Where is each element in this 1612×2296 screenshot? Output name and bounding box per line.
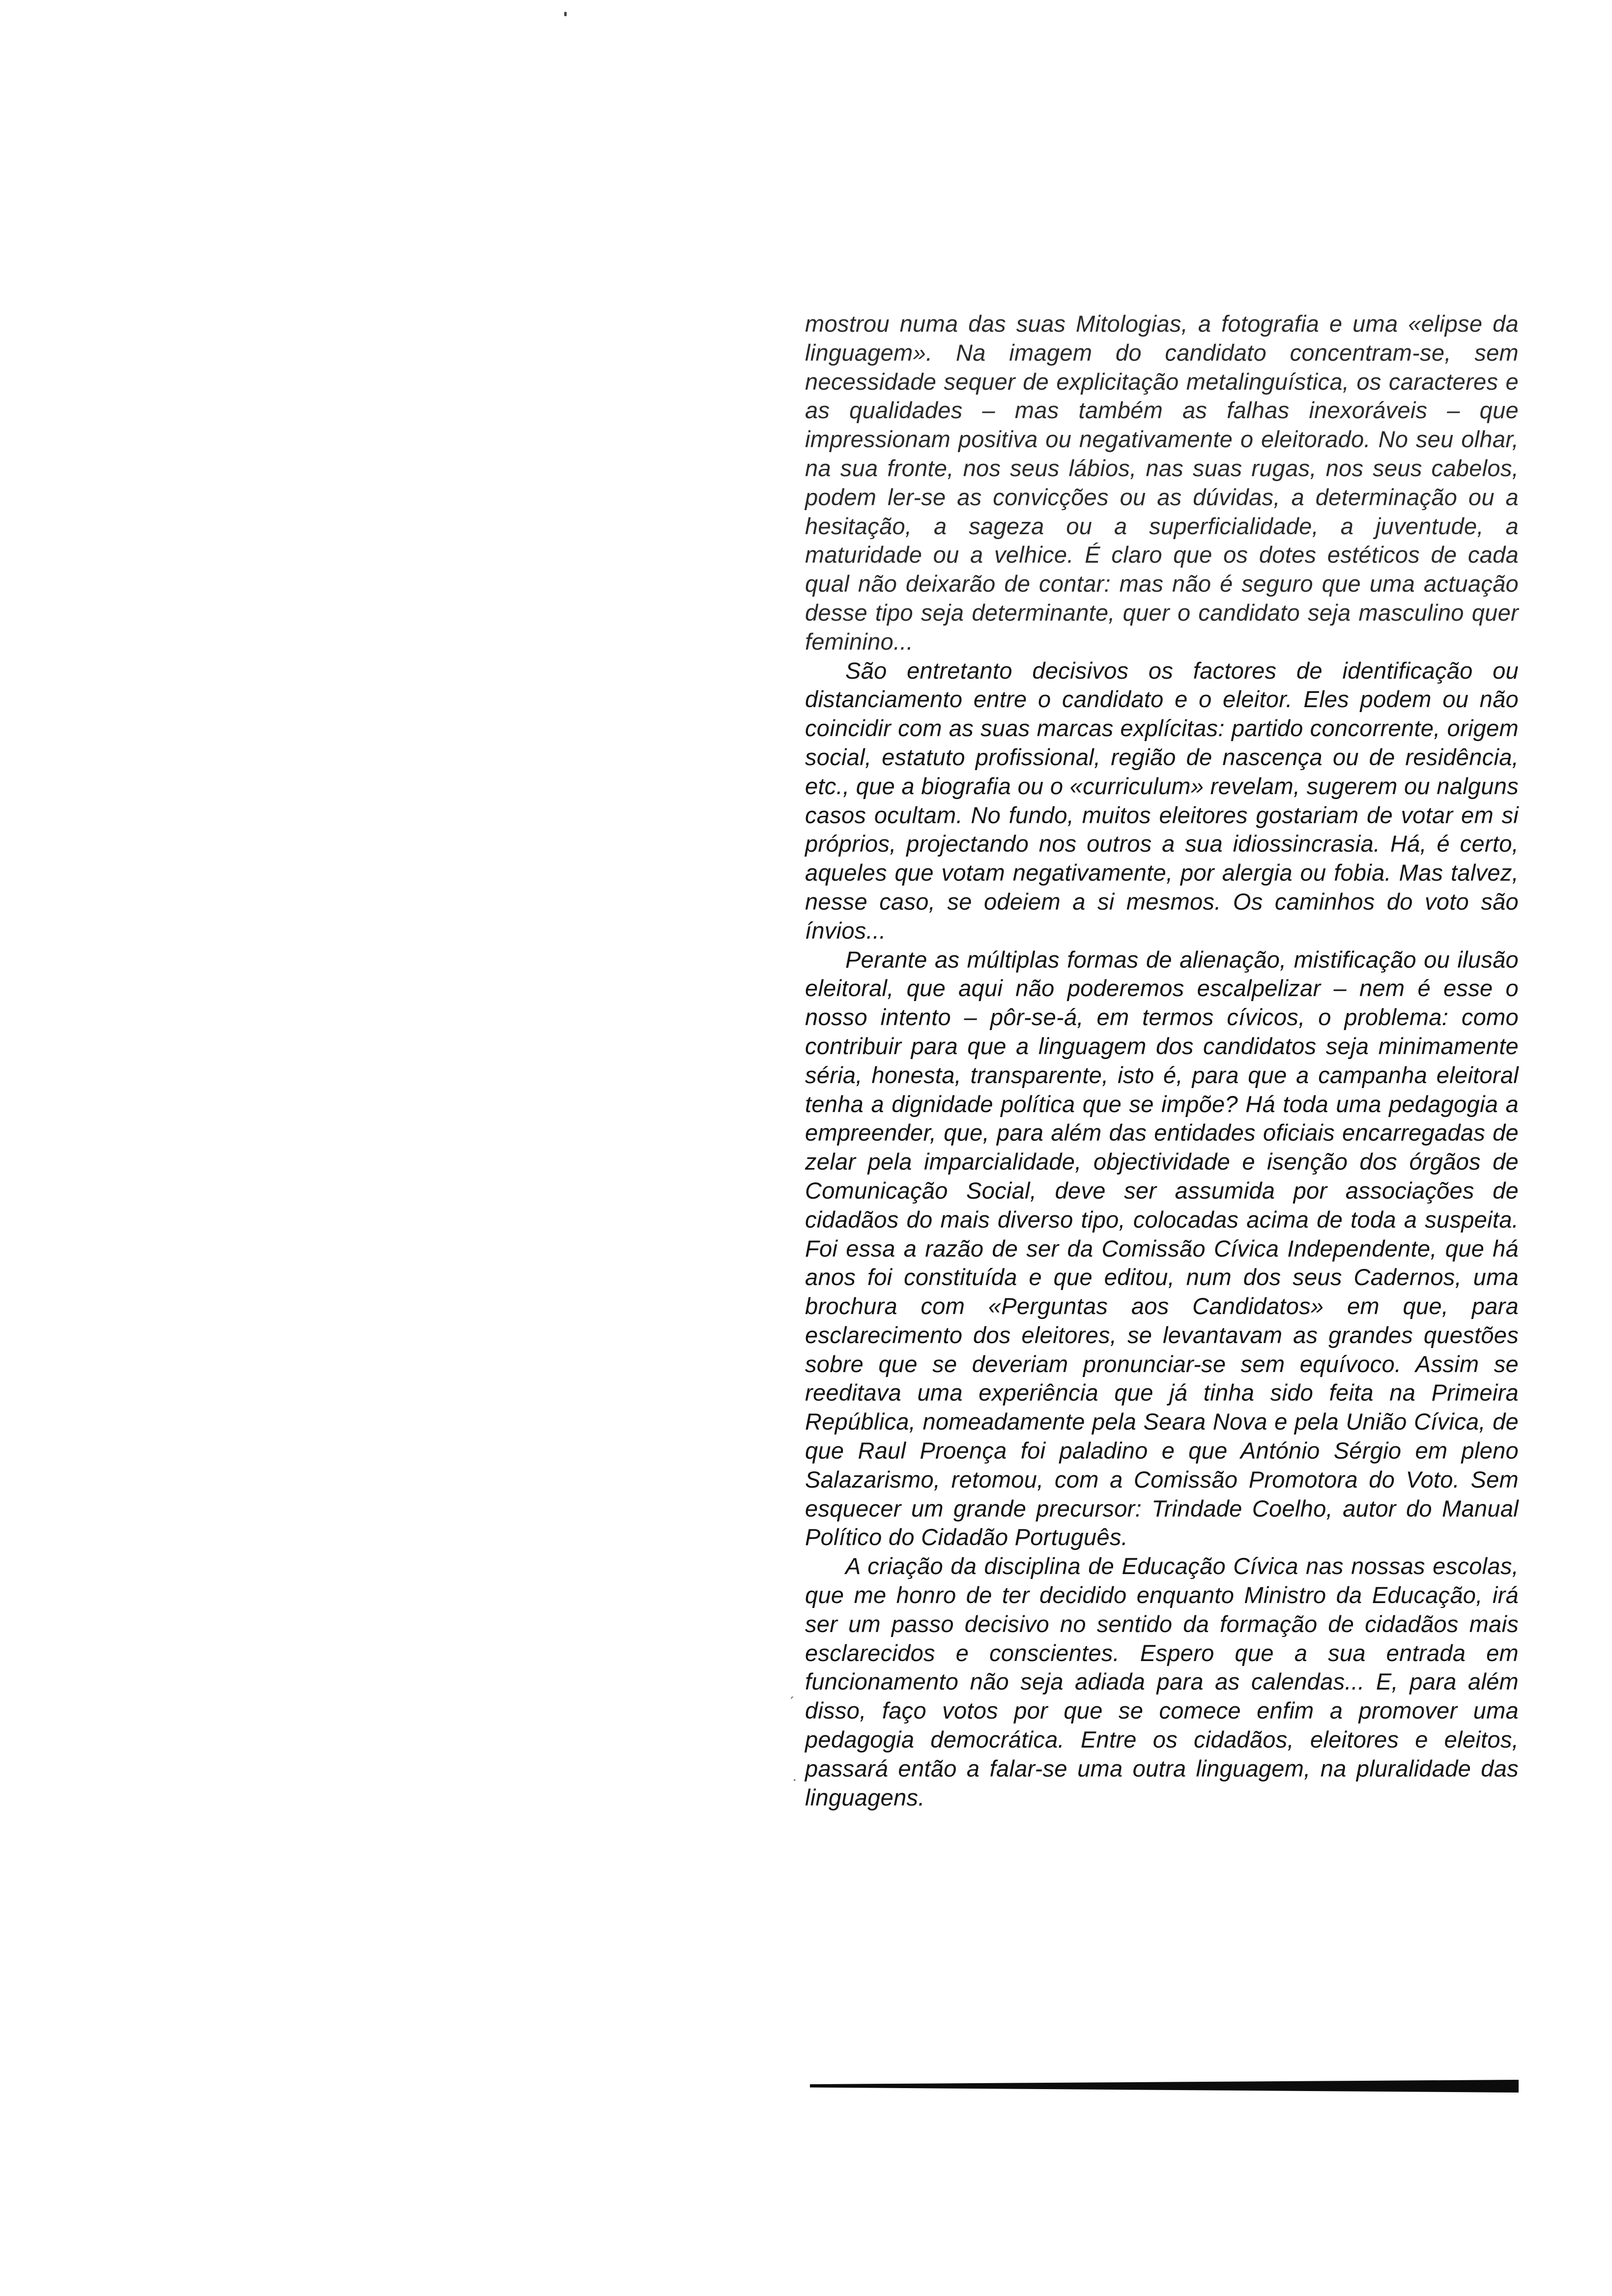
- scan-speck: [564, 12, 567, 16]
- closing-rule: [810, 2080, 1519, 2093]
- text-column: [805, 310, 1519, 1812]
- paragraph-3: Perante as múltiplas formas de alienação, mistificação ou ilusão eleitoral, que aqui não poderemos escalpelizar – nem é esse o nosso intento – pôr-se-á, em termos cívicos, o problema: como contribuir para que a linguagem dos candidatos seja minimamente séria, honesta, transparente, isto é, para que a campanha eleitoral tenha a dignidade política que se impõe? Há toda uma pedagogia a empreender, que, para além das entidades oficiais encarregadas de zelar pela imparcialidade, objectividade e isenção dos órgãos de Comunicação Social, deve ser assumida por associações de cidadãos do mais diverso tipo, colocadas acima de toda a suspeita. Foi essa a razão de ser da Comissão Cívica Independente, que há anos foi constituída e que editou, num dos seus Cadernos, uma brochura com «Perguntas aos Candidatos» em que, para esclarecimento dos eleitores, se levantavam as grandes questões sobre que se deveriam pronunciar-se sem equívoco. Assim se reeditava uma experiência que já tinha sido feita na Primeira República, nomeadamente pela Seara Nova e pela União Cívica, de que Raul Proença foi paladino e que António Sérgio em pleno Salazarismo, retomou, com a Comissão Promotora do Voto. Sem esquecer um grande precursor: Trindade Coelho, autor do Manual Político do Cidadão Português.: [805, 946, 1519, 1550]
- paragraph-1: mostrou numa das suas Mitologias, a fotografia e uma «elipse da linguagem». Na imagem do candidato concentram-se, sem necessidade sequer de explicitação metalinguística, os caracteres e as qualidades – mas também as falhas inexoráveis – que impressionam positiva ou negativamente o eleitorado. No seu olhar, na sua fronte, nos seus lábios, nas suas rugas, nos seus cabelos, podem ler-se as convicções ou as dúvidas, a determinação ou a hesitação, a sageza ou a superficialidade, a juventude, a maturidade ou a velhice. É claro que os dotes estéticos de cada qual não deixarão de contar: mas não é seguro que uma actuação desse tipo seja determinante, quer o candidato seja masculino quer feminino...: [805, 311, 1519, 655]
- paragraph-2: São entretanto decisivos os factores de identificação ou distanciamento entre o candidato e o eleitor. Eles podem ou não coincidir com as suas marcas explícitas: partido concorrente, origem social, estatuto profissional, região de nascença ou de residência, etc., que a biografia ou o «curriculum» revelam, sugerem ou nalguns casos ocultam. No fundo, muitos eleitores gostariam de votar em si próprios, projectando nos outros a sua idiossincrasia. Há, é certo, aqueles que votam negativamente, por alergia ou fobia. Mas talvez, nesse caso, se odeiem a si mesmos. Os caminhos do voto são ínvios...: [805, 657, 1519, 944]
- paragraph-4: A criação da disciplina de Educação Cívica nas nossas escolas, que me honro de ter decidido enquanto Ministro da Educação, irá ser um passo decisivo no sentido da formação de cidadãos mais esclarecidos e conscientes. Espero que a sua entrada em funcionamento não seja adiada para as calendas... E, para além disso, faço votos por que se comece enfim a promover uma pedagogia democrática. Entre os cidadãos, eleitores e eleitos, passará então a falar-se uma outra linguagem, na pluralidade das linguagens.: [805, 1553, 1519, 1810]
- margin-mark: ˏ: [789, 1681, 795, 1699]
- margin-mark: .: [792, 1766, 797, 1785]
